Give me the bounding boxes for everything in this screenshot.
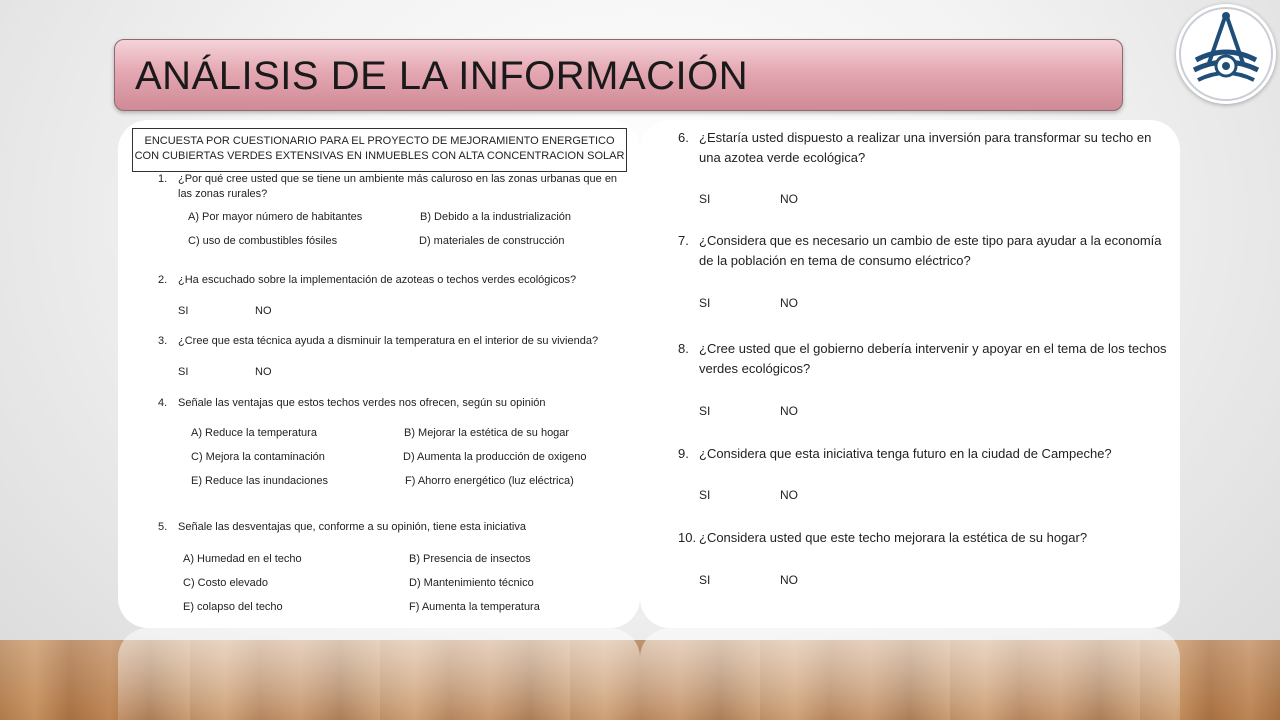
question-number: 10.: [678, 530, 697, 545]
question-6: [678, 128, 1168, 168]
option-no[interactable]: NO: [255, 305, 272, 317]
option-si[interactable]: SI: [178, 366, 189, 378]
question-text: ¿Cree usted que el gobierno debería intervenir y apoyar en el tema de los techos verdes ecológicos?: [699, 341, 1167, 376]
question-number: 6.: [678, 130, 689, 145]
question-number: 7.: [678, 233, 689, 248]
option-si[interactable]: SI: [699, 573, 711, 587]
question-number: 9.: [678, 446, 689, 461]
survey-page-right: [640, 120, 1180, 628]
question-5: [158, 520, 618, 535]
question-8: [678, 339, 1168, 379]
question-number: 5.: [158, 521, 168, 533]
option-si[interactable]: SI: [178, 305, 189, 317]
panel-reflection-right: [640, 628, 1180, 720]
question-2: [158, 273, 618, 288]
option[interactable]: C) Mejora la contaminación: [191, 451, 325, 463]
question-10: [678, 528, 1168, 548]
survey-title: ENCUESTA POR CUESTIONARIO PARA EL PROYECTO DE MEJORAMIENTO ENERGETICO CON CUBIERTAS VERDES EXTENSIVAS EN INMUEBLES CON ALTA CONCENTRACION SOLAR: [132, 128, 627, 172]
option-si[interactable]: SI: [699, 296, 711, 310]
question-text: ¿Estaría usted dispuesto a realizar una inversión para transformar su techo en una azotea verde ecológica?: [699, 130, 1152, 165]
option[interactable]: A) Reduce la temperatura: [191, 427, 317, 439]
panel-reflection-left: [118, 628, 640, 720]
option[interactable]: A) Por mayor número de habitantes: [188, 211, 363, 223]
question-4: [158, 396, 618, 411]
question-text: ¿Considera usted que este techo mejorara la estética de su hogar?: [699, 530, 1088, 545]
question-1: [158, 172, 618, 202]
slide-title: ANÁLISIS DE LA INFORMACIÓN: [135, 54, 749, 98]
option[interactable]: C) uso de combustibles fósiles: [188, 235, 338, 247]
option-no[interactable]: NO: [255, 366, 272, 378]
question-number: 2.: [158, 274, 168, 286]
option[interactable]: B) Presencia de insectos: [409, 553, 531, 565]
slide-title-bar: [114, 39, 1123, 111]
option[interactable]: D) Aumenta la producción de oxigeno: [403, 451, 587, 463]
question-text: ¿Considera que esta iniciativa tenga futuro en la ciudad de Campeche?: [699, 446, 1112, 461]
question-7: [678, 231, 1168, 271]
option[interactable]: C) Costo elevado: [183, 577, 268, 589]
question-text: Señale las desventajas que, conforme a su opinión, tiene esta iniciativa: [178, 521, 526, 533]
option-no[interactable]: NO: [780, 488, 798, 502]
option-no[interactable]: NO: [780, 296, 798, 310]
option-si[interactable]: SI: [699, 192, 711, 206]
option-no[interactable]: NO: [780, 573, 798, 587]
option[interactable]: E) Reduce las inundaciones: [191, 475, 328, 487]
option[interactable]: F) Aumenta la temperatura: [409, 601, 540, 613]
question-9: [678, 444, 1168, 464]
option-si[interactable]: SI: [699, 404, 711, 418]
question-text: ¿Considera que es necesario un cambio de este tipo para ayudar a la economía de la población en tema de consumo eléctrico?: [699, 233, 1162, 268]
survey-page-left: [118, 120, 640, 628]
question-number: 3.: [158, 335, 168, 347]
question-number: 4.: [158, 397, 168, 409]
option[interactable]: D) materiales de construcción: [419, 235, 565, 247]
question-3: [158, 334, 618, 349]
option-no[interactable]: NO: [780, 404, 798, 418]
institution-logo: [1176, 4, 1276, 104]
option[interactable]: F) Ahorro energético (luz eléctrica): [405, 475, 574, 487]
question-text: ¿Cree que esta técnica ayuda a disminuir la temperatura en el interior de su vivienda?: [178, 335, 599, 347]
question-text: ¿Ha escuchado sobre la implementación de azoteas o techos verdes ecológicos?: [178, 274, 577, 286]
option[interactable]: B) Mejorar la estética de su hogar: [404, 427, 570, 439]
option-no[interactable]: NO: [780, 192, 798, 206]
option[interactable]: E) colapso del techo: [183, 601, 283, 613]
option[interactable]: D) Mantenimiento técnico: [409, 577, 534, 589]
option[interactable]: A) Humedad en el techo: [183, 553, 302, 565]
compass-gear-icon: [1176, 4, 1276, 104]
option[interactable]: B) Debido a la industrialización: [420, 211, 572, 223]
option-si[interactable]: SI: [699, 488, 711, 502]
question-text: ¿Por qué cree usted que se tiene un ambiente más caluroso en las zonas urbanas que en las zonas rurales?: [178, 173, 618, 200]
question-number: 8.: [678, 341, 689, 356]
question-number: 1.: [158, 173, 168, 185]
question-text: Señale las ventajas que estos techos verdes nos ofrecen, según su opinión: [178, 397, 546, 409]
